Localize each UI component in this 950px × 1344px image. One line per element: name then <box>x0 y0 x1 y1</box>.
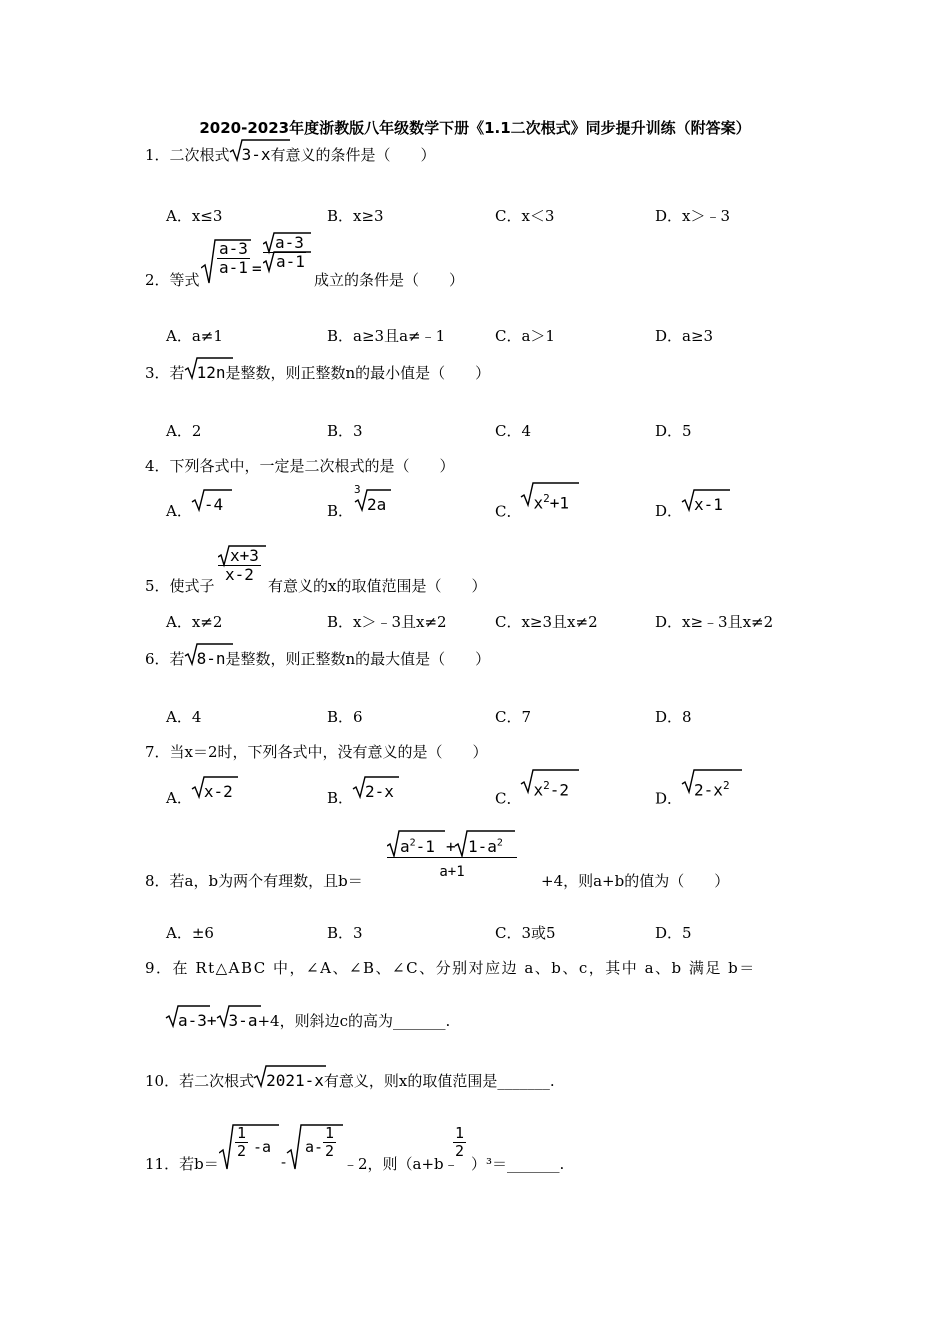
q5-option-d[interactable]: D．x≥﹣3且x≠2 <box>655 613 774 631</box>
q5-option-a[interactable]: A．x≠2 <box>166 613 223 631</box>
question-number: 3． <box>145 364 170 382</box>
radical: $2-x^2$ <box>682 779 730 799</box>
q8-option-b[interactable]: B．3 <box>327 924 363 942</box>
question-3: 3．若 12n是整数，则正整数n的最小值是（ ） <box>145 362 490 383</box>
radical: $x^2+1$ <box>521 492 569 512</box>
fraction-half: $\frac{1}{2}$ <box>325 1124 335 1161</box>
radical: 3-x <box>230 145 271 164</box>
q4-option-c[interactable]: C． $x^2+1$ <box>495 500 569 521</box>
q6-option-d[interactable]: D．8 <box>655 708 692 726</box>
q7-option-c[interactable]: C． $x^2-2$ <box>495 787 569 808</box>
q3-option-d[interactable]: D．5 <box>655 422 692 440</box>
cube-root: 3 2a <box>353 495 386 514</box>
question-9: 9．在 Rt△ABC 中，∠A、∠B、∠C、分别对应边 a、b、c，其中 a、b 满足 b＝ <box>145 959 756 977</box>
q7-option-a[interactable]: A． x-2 <box>166 787 233 808</box>
question-number: 10． <box>145 1072 180 1090</box>
q3-option-c[interactable]: C．4 <box>495 422 532 440</box>
radical: -4 <box>192 495 223 514</box>
radical: $x^2-2$ <box>521 779 569 799</box>
q4-option-d[interactable]: D． x-1 <box>655 500 723 521</box>
q6-option-b[interactable]: B．6 <box>327 708 363 726</box>
question-number: 8． <box>145 872 170 890</box>
q2-option-c[interactable]: C．a＞1 <box>495 327 555 345</box>
q2-option-b[interactable]: B．a≥3且a≠﹣1 <box>327 327 446 345</box>
fraction: $\frac{x+3}{x-2}$ <box>218 547 261 585</box>
numerator: $a^2-1$ + $1-a^2$ <box>387 830 517 858</box>
q3-option-b[interactable]: B．3 <box>327 422 363 440</box>
q8-option-a[interactable]: A．±6 <box>166 924 214 942</box>
radical: 2021-x <box>254 1071 324 1090</box>
question-number: 11． <box>145 1155 180 1173</box>
radical: 12n <box>185 363 226 382</box>
question-number: 2． <box>145 271 170 289</box>
q8-option-c[interactable]: C．3或5 <box>495 924 556 942</box>
q5-option-b[interactable]: B．x＞﹣3且x≠2 <box>327 613 447 631</box>
q8-option-d[interactable]: D．5 <box>655 924 692 942</box>
q2-option-a[interactable]: A．a≠1 <box>166 327 223 345</box>
q6-option-a[interactable]: A．4 <box>166 708 202 726</box>
q4-option-b[interactable]: B． 3 2a <box>327 500 386 521</box>
q1-option-c[interactable]: C．x＜3 <box>495 207 555 225</box>
question-number: 9． <box>145 959 173 977</box>
radical: 3-a <box>217 1011 258 1030</box>
question-10: 10．若二次根式 2021-x有意义，则x的取值范围是_______. <box>145 1070 555 1091</box>
fraction: $\frac{a-3}{a-1}$ <box>263 234 306 272</box>
q5-option-c[interactable]: C．x≥3且x≠2 <box>495 613 598 631</box>
q3-option-a[interactable]: A．2 <box>166 422 202 440</box>
q4-option-a[interactable]: A． -4 <box>166 500 223 521</box>
radical: 8-n <box>185 649 226 668</box>
q7-option-d[interactable]: D． $2-x^2$ <box>655 787 730 808</box>
question-1: 1．二次根式 3-x有意义的条件是（ ） <box>145 144 435 165</box>
q1-option-a[interactable]: A．x≤3 <box>166 207 223 225</box>
question-number: 5． <box>145 577 170 595</box>
question-7: 7．当x＝2时，下列各式中，没有意义的是（ ） <box>145 743 488 761</box>
q2-option-d[interactable]: D．a≥3 <box>655 327 714 345</box>
radical: 2-x <box>353 782 394 801</box>
radical: x-1 <box>682 495 723 514</box>
q6-option-c[interactable]: C．7 <box>495 708 532 726</box>
q1-option-d[interactable]: D．x＞﹣3 <box>655 207 731 225</box>
q1-option-b[interactable]: B．x≥3 <box>327 207 384 225</box>
question-4: 4．下列各式中，一定是二次根式的是（ ） <box>145 457 455 475</box>
question-number: 4． <box>145 457 170 475</box>
question-6: 6．若 8-n是整数，则正整数n的最大值是（ ） <box>145 648 490 669</box>
question-number: 6． <box>145 650 170 668</box>
question-number: 1． <box>145 146 170 164</box>
fraction-half: $\frac{1}{2}$ <box>237 1124 247 1161</box>
radical: a-3 <box>166 1011 207 1030</box>
document-title: 2020-2023年度浙教版八年级数学下册《1.1二次根式》同步提升训练（附答案） <box>199 119 751 137</box>
question-number: 7． <box>145 743 170 761</box>
q7-option-b[interactable]: B． 2-x <box>327 787 394 808</box>
fraction: $a^2-1$ + $1-a^2$ a+1 <box>387 830 517 880</box>
question-9-line-2: a-3+ 3-a+4，则斜边c的高为_______. <box>166 1010 450 1031</box>
radical: x-2 <box>192 782 233 801</box>
fraction-half: $\frac{1}{2}$ <box>455 1124 465 1161</box>
fraction: $\frac{a-3}{a-1}$ <box>219 239 248 278</box>
